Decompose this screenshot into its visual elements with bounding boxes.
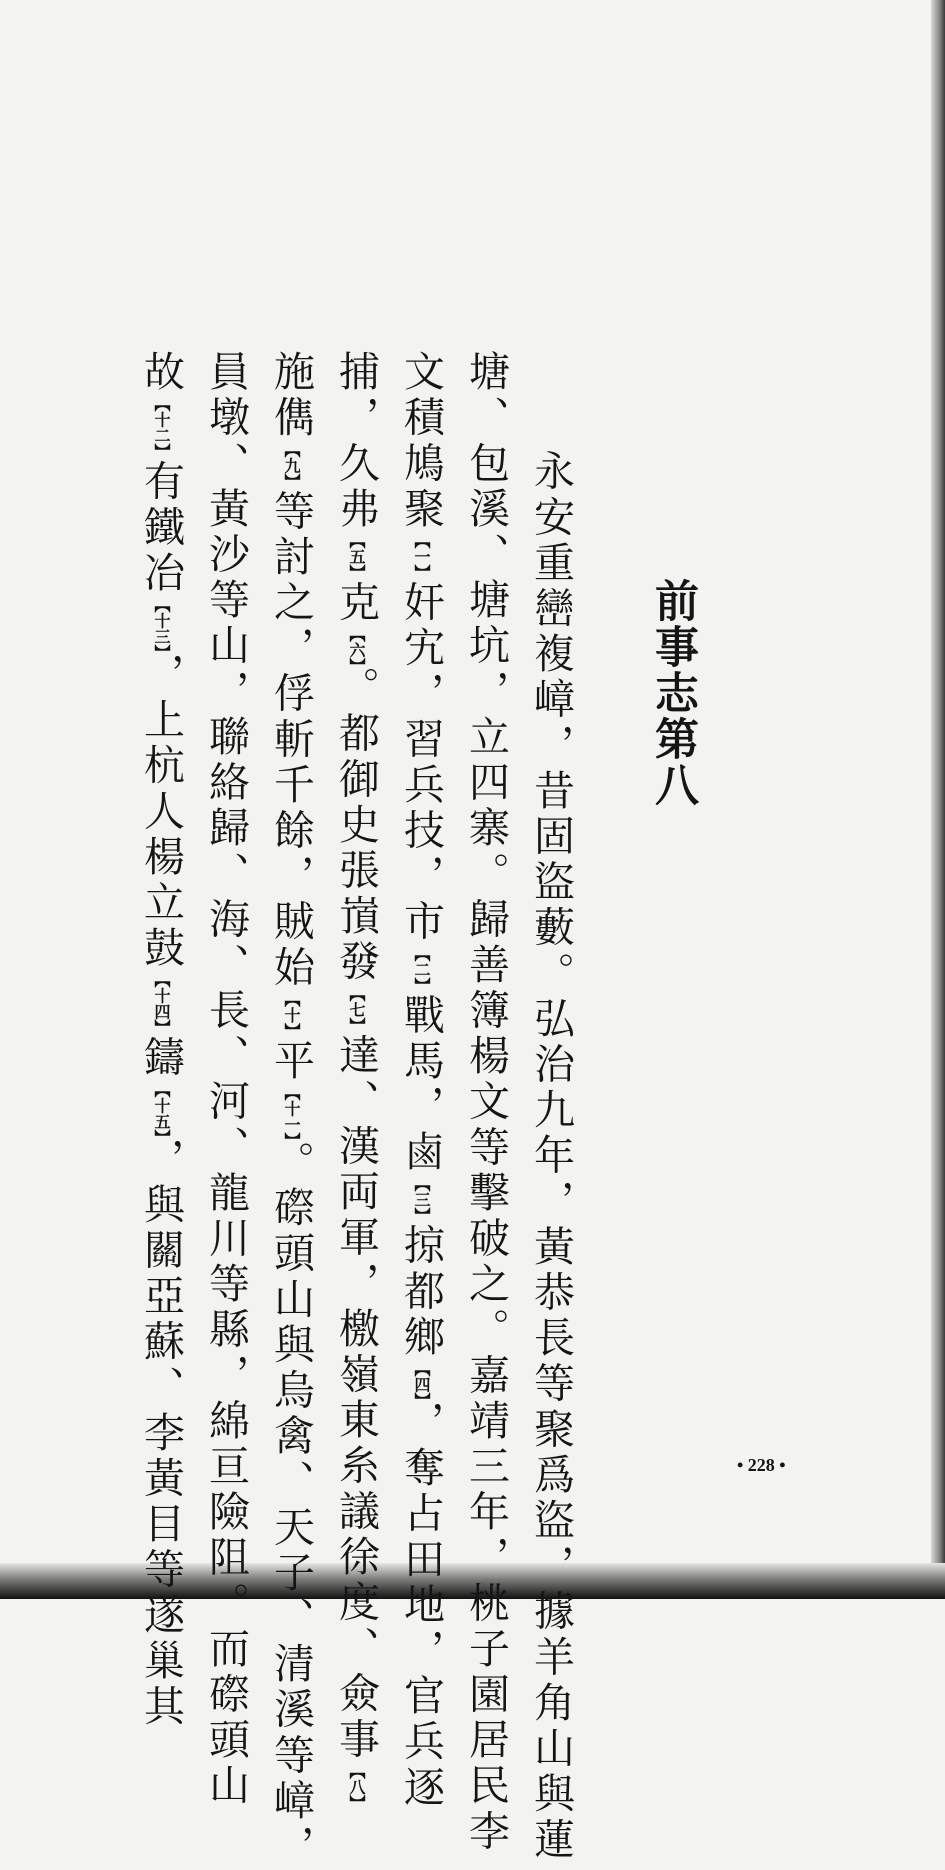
text-segment: 員墩、黃沙等山，聯絡歸、海、長、河、龍川等縣，綿亘險阻。而磜頭山	[202, 350, 250, 1810]
footnote-marker: 【五】	[347, 532, 366, 581]
text-segment: 有鐵冶	[137, 459, 185, 597]
footnote-marker: 【十三】	[152, 596, 171, 653]
footnote-marker: 【一】	[412, 532, 431, 581]
footnote-marker: 【六】	[347, 626, 366, 667]
footnote-marker: 【四】	[412, 1360, 431, 1401]
text-column-5	[267, 350, 315, 1870]
text-segment: ，上杭人楊立鼓	[137, 652, 185, 972]
text-segment: 文積鳩聚	[397, 350, 445, 533]
text-segment: 克	[332, 580, 380, 627]
footnote-marker: 【十一】	[282, 1084, 301, 1141]
page-number: • 228 •	[737, 1455, 786, 1475]
text-segment: ，奪占田地，官兵逐	[397, 1400, 445, 1811]
footnote-marker: 【十】	[282, 990, 301, 1039]
footnote-marker: 【九】	[282, 441, 301, 490]
chapter-title: 前事志第八	[647, 578, 698, 808]
page-edge-right	[931, 0, 945, 1599]
text-column-2	[462, 350, 510, 1855]
footnote-marker: 【二】	[412, 945, 431, 994]
text-segment: 捕，久弗	[332, 350, 380, 533]
text-segment: 永安重巒複嶂，昔固盜藪。弘治九年，黃恭長等聚爲盜，據羊角山與蓮	[527, 404, 575, 1864]
text-column-4	[332, 350, 380, 1811]
footnote-marker: 【十五】	[152, 1081, 171, 1138]
text-column-7	[137, 350, 185, 1730]
text-column-6	[202, 350, 250, 1809]
footnote-marker: 【三】	[412, 1175, 431, 1224]
text-segment: 奸宄，習兵技，市	[397, 580, 445, 946]
footnote-marker: 【十二】	[152, 395, 171, 460]
text-segment: 平	[267, 1038, 315, 1085]
text-segment: 故	[137, 350, 185, 396]
text-segment: 。磜頭山與烏禽、天子、清溪等嶂，	[267, 1140, 315, 1870]
text-segment: ，與關亞蘇、李黃目等遂巢其	[137, 1137, 185, 1731]
footnote-marker: 【十四】	[152, 971, 171, 1036]
text-segment: 戰馬，鹵	[397, 993, 445, 1176]
text-column-3	[397, 350, 445, 1811]
footnote-marker: 【七】	[347, 985, 366, 1034]
text-segment: 達、漢両軍，檄嶺東糸議徐度、僉事	[332, 1033, 380, 1763]
text-segment: 鑄	[137, 1035, 185, 1082]
text-segment: 掠都鄉	[397, 1223, 445, 1361]
text-segment: 等討之，俘斬千餘，賊始	[267, 489, 315, 991]
text-segment: 施儁	[267, 350, 315, 442]
text-segment: 。都御史張嵿發	[332, 666, 380, 986]
text-segment: 塘、包溪、塘坑，立四寨。歸善簿楊文等擊破之。嘉靖三年，桃子園居民李	[462, 350, 510, 1855]
text-column-1	[527, 404, 575, 1863]
footnote-marker: 【八】	[347, 1762, 366, 1811]
